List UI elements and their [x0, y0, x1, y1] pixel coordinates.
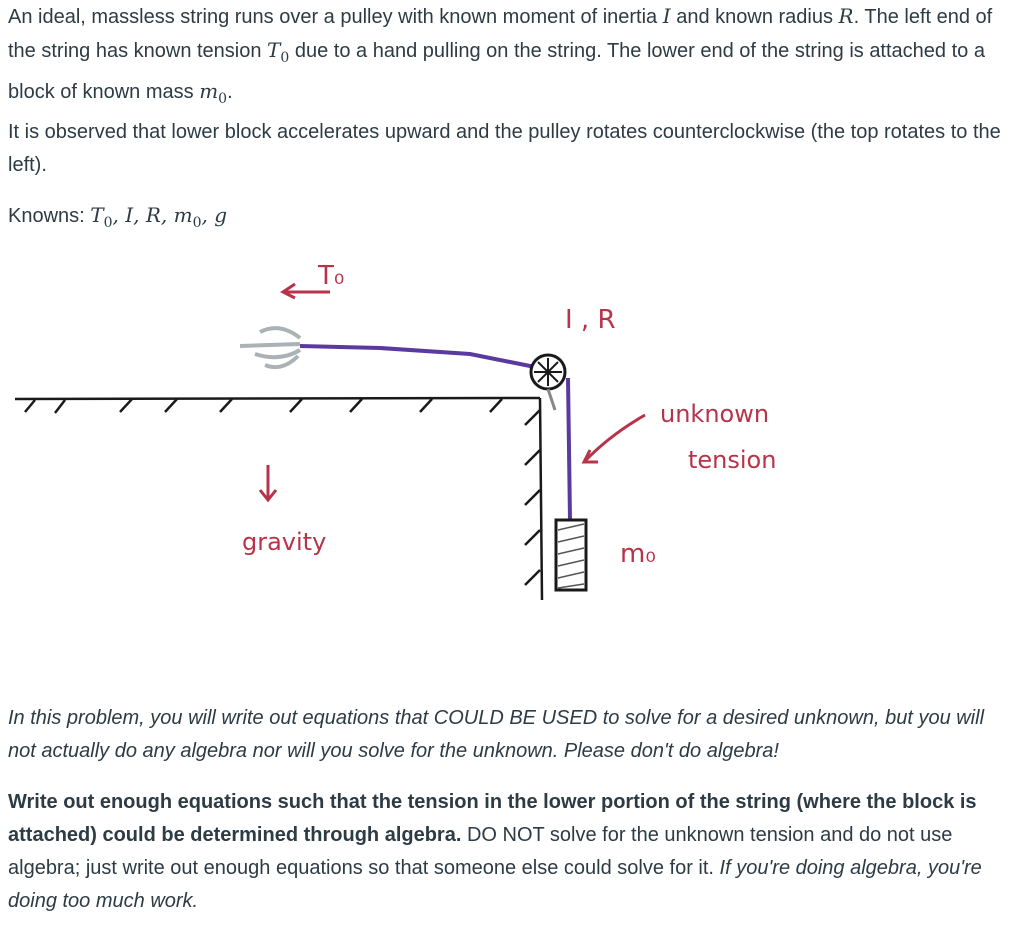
instructions-note: In this problem, you will write out equations that COULD BE USED to solve for a desired unknown, but you will not actually do any algebra nor will you solve for the unknown. Please don't do algebra!	[8, 707, 985, 762]
task-bold: Write out enough equations such that the tension in the lower portion of the string (where the block is attached) could be determined through algebra.	[8, 791, 977, 846]
label-tension-left: T₀	[318, 261, 345, 291]
intro-text-5: .	[227, 81, 233, 103]
unknown-tension-arrow	[584, 415, 645, 462]
label-pulley: I , R	[565, 305, 616, 335]
pulley	[531, 355, 565, 410]
knowns-label: Knowns:	[8, 205, 91, 227]
label-mass: m₀	[620, 539, 656, 569]
knowns-symbols: $T_0$, I, R, $m_0$, g	[90, 203, 228, 231]
intro-text-4: due to a hand pulling on the string. The lower end of the string is attached to a block of known mass	[8, 40, 985, 103]
tension-symbol: $T_0$	[267, 38, 290, 66]
intro-text-3: . The left end of the string has known tension	[8, 6, 993, 62]
mass-symbol: $m_0$	[199, 79, 228, 107]
inertia-symbol: I	[662, 4, 671, 28]
ground-surface	[15, 398, 542, 600]
string-lower-segment	[568, 378, 570, 520]
gravity-arrow	[260, 465, 276, 500]
label-unknown-tension-2: tension	[688, 446, 777, 474]
problem-intro	[8, 0, 1013, 116]
hand-icon	[240, 328, 300, 367]
observation-text: It is observed that lower block accelerates upward and the pulley rotates counterclockwise (the top rotates to the left).	[8, 121, 1001, 176]
pulley-diagram	[0, 250, 1024, 690]
intro-text-1: An ideal, massless string runs over a pulley with known moment of inertia	[8, 6, 663, 28]
intro-text-2: and known radius	[670, 6, 839, 28]
task-italic-tail: If you're doing algebra, you're doing too much work.	[8, 857, 982, 912]
instructions-task	[8, 786, 1013, 918]
label-unknown-tension-1: unknown	[660, 400, 770, 428]
radius-symbol: R	[838, 4, 854, 28]
knowns-line	[8, 199, 1013, 240]
block-m0	[556, 520, 586, 590]
label-gravity: gravity	[242, 528, 327, 556]
string-left-segment	[300, 346, 540, 368]
task-plain: DO NOT solve for the unknown tension and do not use algebra; just write out enough equations so that someone else could solve for it.	[8, 824, 953, 879]
